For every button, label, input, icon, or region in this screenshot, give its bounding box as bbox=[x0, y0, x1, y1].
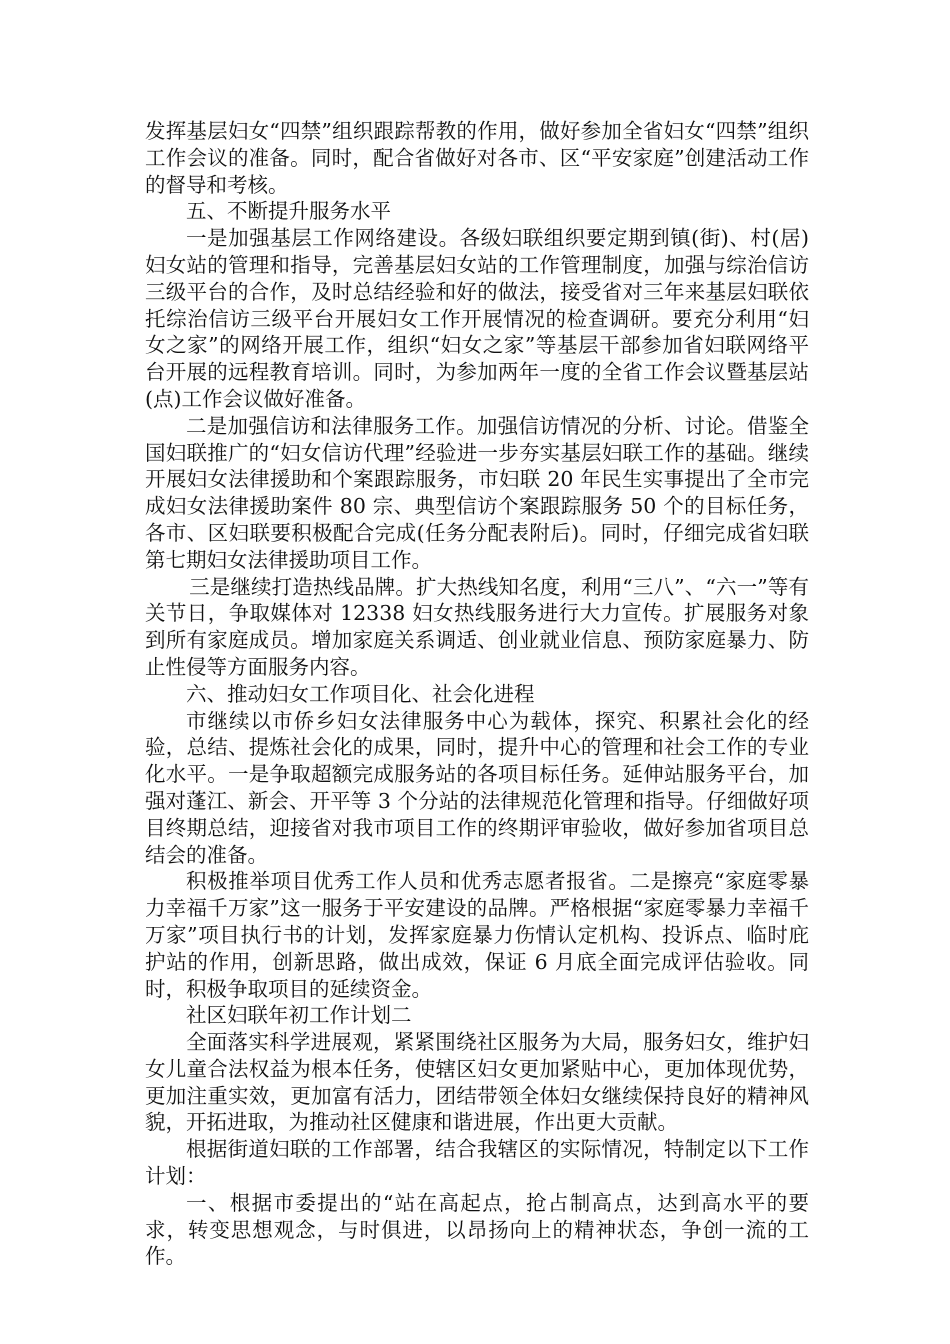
section-heading-6: 六、推动妇女工作项目化、社会化进程 bbox=[186, 681, 535, 706]
paragraph-item-one: 一、根据市委提出的“站在高起点，抢占制高点，达到高水平的要求，转变思想观念，与时俱进，以昂扬向上的精神状态，争创一流的工作。 bbox=[145, 1190, 809, 1269]
paragraph-petition-legal: 二是加强信访和法律服务工作。加强信访情况的分析、讨论。借鉴全国妇联推广的“妇女信访代理”经验进一步夯实基层妇联工作的基础。继续开展妇女法律援助和个案跟踪服务，市妇联 20 年民生实事提出了全市完成妇女法律援助案件 80 宗、典型信访个案跟踪服务 50 个的目标任务，各市、区妇联要积极配合完成(任务分配表附后)。同时，仔细完成省妇联第七期妇女法律援助项目工作。 bbox=[145, 413, 809, 572]
paragraph-plan-basis: 根据街道妇联的工作部署，结合我辖区的实际情况，特制定以下工作计划： bbox=[145, 1137, 809, 1189]
paragraph-legal-service-center: 市继续以市侨乡妇女法律服务中心为载体，探究、积累社会化的经验，总结、提炼社会化的成果，同时，提升中心的管理和社会工作的专业化水平。一是争取超额完成服务站的各项目标任务。延伸站服务平台，加强对蓬江、新会、开平等 3 个分站的法律规范化管理和指导。仔细做好项目终期总结，迎接省对我市项目工作的终期评审验收，做好参加省项目总结会的准备。 bbox=[145, 708, 809, 867]
paragraph-hotline-brand: 三是继续打造热线品牌。扩大热线知名度，利用“三八”、“六一”等有关节日，争取媒体对 12338 妇女热线服务进行大力宣传。扩展服务对象到所有家庭成员。增加家庭关系调适、创业就业信息、预防家庭暴力、防止性侵等方面服务内容。 bbox=[145, 574, 809, 679]
section-heading-5: 五、不断提升服务水平 bbox=[186, 199, 391, 224]
document-body bbox=[145, 118, 809, 1270]
paragraph-scientific-development: 全面落实科学进展观，紧紧围绕社区服务为大局，服务妇女，维护妇女儿童合法权益为根本任务，使辖区妇女更加紧贴中心，更加体现优势，更加注重实效，更加富有活力，团结带领全体妇女继续保持良好的精神风貌，开拓进取，为推动社区健康和谐进展，作出更大贡献。 bbox=[145, 1030, 809, 1135]
paragraph-continuation: 发挥基层妇女“四禁”组织跟踪帮教的作用，做好参加全省妇女“四禁”组织工作会议的准备。同时，配合省做好对各市、区“平安家庭”创建活动工作的督导和考核。 bbox=[145, 119, 809, 197]
paragraph-zero-violence: 积极推举项目优秀工作人员和优秀志愿者报省。二是擦亮“家庭零暴力幸福千万家”这一服务于平安建设的品牌。严格根据“家庭零暴力幸福千万家”项目执行书的计划，发挥家庭暴力伤情认定机构、投诉点、临时庇护站的作用，创新思路，做出成效，保证 6 月底全面完成评估验收。同时，积极争取项目的延续资金。 bbox=[145, 869, 809, 1001]
plan-two-title: 社区妇联年初工作计划二 bbox=[186, 1003, 412, 1028]
paragraph-network-building: 一是加强基层工作网络建设。各级妇联组织要定期到镇(街)、村(居)妇女站的管理和指导，完善基层妇女站的工作管理制度，加强与综治信访三级平台的合作，及时总结经验和好的做法，接受省对三年来基层妇联依托综治信访三级平台开展妇女工作开展情况的检查调研。要充分利用“妇女之家”的网络开展工作，组织“妇女之家”等基层干部参加省妇联网络平台开展的远程教育培训。同时，为参加两年一度的全省工作会议暨基层站(点)工作会议做好准备。 bbox=[145, 226, 809, 411]
